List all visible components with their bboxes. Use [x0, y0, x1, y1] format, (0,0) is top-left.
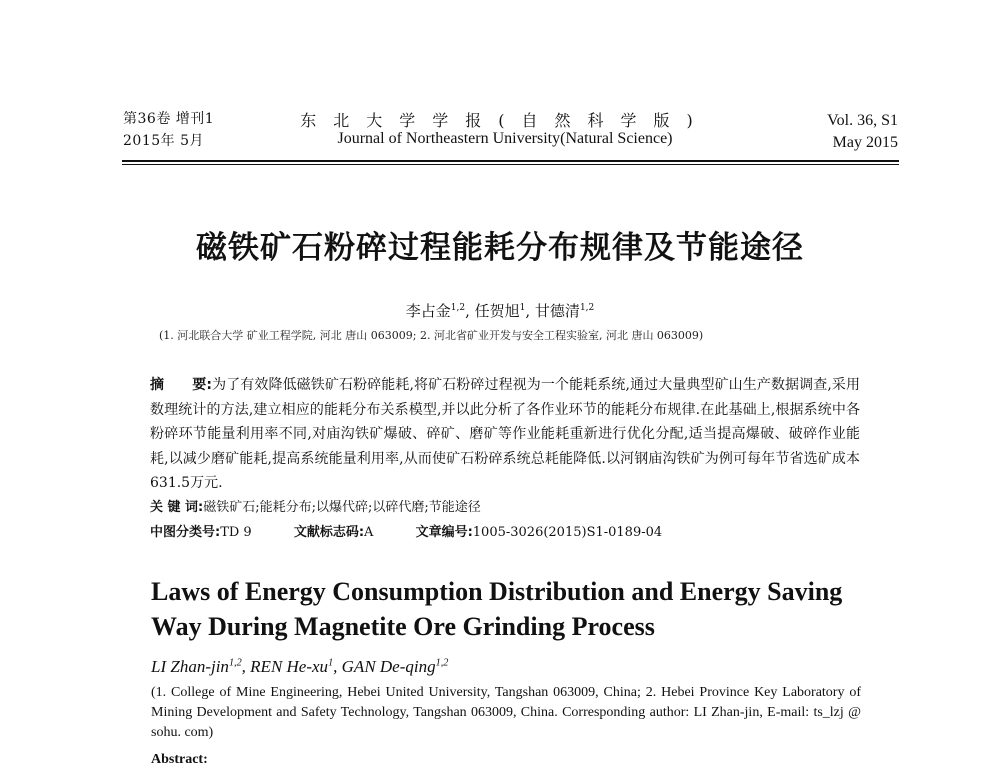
header-rule-thick	[122, 160, 899, 162]
journal-volume-en: Vol. 36, S1	[827, 112, 898, 129]
article-number	[416, 521, 663, 540]
journal-name-cn: 东北大学学报(自然科学版)	[300, 111, 710, 130]
clc-label: 中图分类号:	[150, 525, 221, 540]
author-affil-sup: 1,2	[228, 657, 242, 669]
classification-line	[150, 521, 700, 540]
author-affil-sup: 1	[519, 303, 526, 313]
paper-title-en: Laws of Energy Consumption Distribution and Energy Saving Way During Magnetite Ore Grinding Process	[151, 577, 843, 641]
author-name-en: REN He-xu	[250, 657, 329, 676]
author-affil-sup: 1,2	[435, 657, 449, 669]
affiliation-en: (1. College of Mine Engineering, Hebei United University, Tangshan 063009, China; 2. Hebei Province Key Laboratory of Mining Development and Safety Technology, Tangshan 063009, China. Corresponding author: LI Zhan-jin, E-mail: ts_lzj @ sohu. com)	[151, 685, 861, 740]
author-list-cn: 李占金$^{1,2}$, 任贺旭$^1$, 甘德清$^{1,2}$	[405, 302, 595, 320]
author-name-en: GAN De-qing	[341, 657, 436, 676]
article-no-value: 1005-3026(2015)S1-0189-04	[472, 525, 663, 540]
journal-date-cn: 2015年 5月	[123, 133, 204, 149]
clc-value: TD 9	[220, 525, 252, 540]
journal-date-en: May 2015	[832, 134, 898, 151]
header-rule-thin	[122, 164, 899, 165]
abstract-cn-text: 为了有效降低磁铁矿石粉碎能耗,将矿石粉碎过程视为一个能耗系统,通过大量典型矿山生产数据调查,采用数理统计的方法,建立相应的能耗分布关系模型,并以此分析了各作业环节的能耗分布规律.在此基础上,根据系统中各粉碎环节能量利用率不同,对庙沟铁矿爆破、碎矿、磨矿等作业能耗重新进行优化分配,适当提高爆破、破碎作业能耗,以减少磨矿能耗,提高系统能量利用率,从而使矿石粉碎系统总耗能降低.以河钢庙沟铁矿为例可每年节省选矿成本631.5万元.	[150, 377, 860, 491]
journal-name-en: Journal of Northeastern University(Natural Science)	[337, 130, 673, 147]
doc-code-value: A	[364, 525, 374, 540]
article-no-label: 文章编号:	[415, 525, 473, 540]
doc-code-label: 文献标志码:	[293, 525, 365, 540]
journal-volume-issue: 第36卷 增刊1	[123, 111, 215, 127]
keywords-cn-text: 磁铁矿石;能耗分布;以爆代碎;以碎代磨;节能途径	[203, 500, 481, 515]
document-code	[294, 521, 374, 540]
author-affil-sup: 1,2	[579, 303, 595, 313]
paper-title-cn: 磁铁矿石粉碎过程能耗分布规律及节能途径	[196, 230, 804, 266]
author-name-en: LI Zhan-jin	[151, 657, 229, 676]
author-affil-sup: 1,2	[450, 303, 466, 313]
abstract-en-label: Abstract:	[151, 752, 208, 767]
author-affil-sup: 1	[328, 657, 334, 669]
author-list-en: LI Zhan-jin$^{1,2}$, REN $He-xu^1$, GAN De-qing$^{1,2}$	[151, 657, 449, 676]
author-name-cn: 甘德清	[534, 302, 580, 320]
keywords-cn	[150, 496, 481, 515]
author-name-cn: 任贺旭	[474, 302, 520, 320]
clc-number	[150, 521, 252, 540]
author-name-cn: 李占金	[405, 302, 451, 320]
abstract-cn	[150, 373, 860, 496]
keywords-cn-label: 关 键 词:	[150, 500, 204, 515]
affiliation-cn: (1. 河北联合大学 矿业工程学院, 河北 唐山 063009; 2. 河北省矿业开发与安全工程实验室, 河北 唐山 063009)	[159, 329, 704, 342]
abstract-cn-label: 摘 要:	[150, 377, 212, 393]
